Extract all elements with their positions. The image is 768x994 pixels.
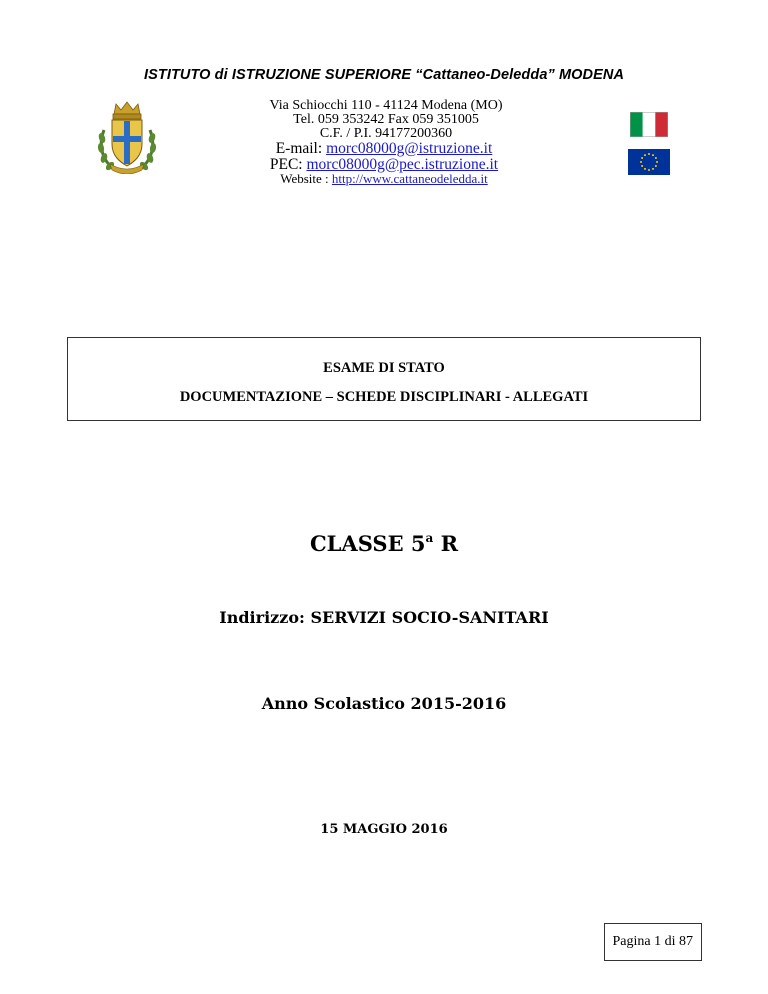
exam-subtitle: DOCUMENTAZIONE – SCHEDE DISCIPLINARI - ALLEGATI (179, 389, 589, 405)
email-label: E-mail: (275, 140, 327, 157)
fiscal-line: C.F. / P.I. 94177200360 (319, 126, 453, 141)
class-suffix: R (433, 531, 459, 556)
school-year-heading: Anno Scolastico 2015-2016 (261, 694, 507, 713)
document-date: 15 MAGGIO 2016 (320, 822, 448, 837)
class-superscript: a (425, 531, 434, 545)
address-line: Via Schiocchi 110 - 41124 Modena (MO) (269, 98, 503, 113)
pec-label: PEC: (269, 155, 307, 173)
school-name: ISTITUTO di ISTRUZIONE SUPERIORE “Cattaneo-Deledda” MODENA (143, 67, 625, 83)
exam-title: ESAME DI STATO (323, 360, 445, 376)
website-link[interactable]: http://www.cattaneodeledda.it (331, 171, 488, 186)
email-link[interactable]: morc08000g@istruzione.it (326, 140, 493, 157)
curriculum-heading: Indirizzo: SERVIZI SOCIO-SANITARI (219, 608, 549, 627)
phone-line: Tel. 059 353242 Fax 059 351005 (293, 112, 479, 127)
italy-flag-icon (630, 112, 668, 137)
eu-flag-icon (628, 149, 670, 175)
pec-link[interactable]: morc08000g@pec.istruzione.it (306, 155, 499, 173)
exam-title-box (67, 337, 701, 421)
website-label: Website : (280, 171, 332, 186)
class-heading (0, 531, 768, 556)
page-number-box: Pagina 1 di 87 (604, 923, 702, 961)
class-prefix: CLASSE 5 (309, 531, 426, 556)
